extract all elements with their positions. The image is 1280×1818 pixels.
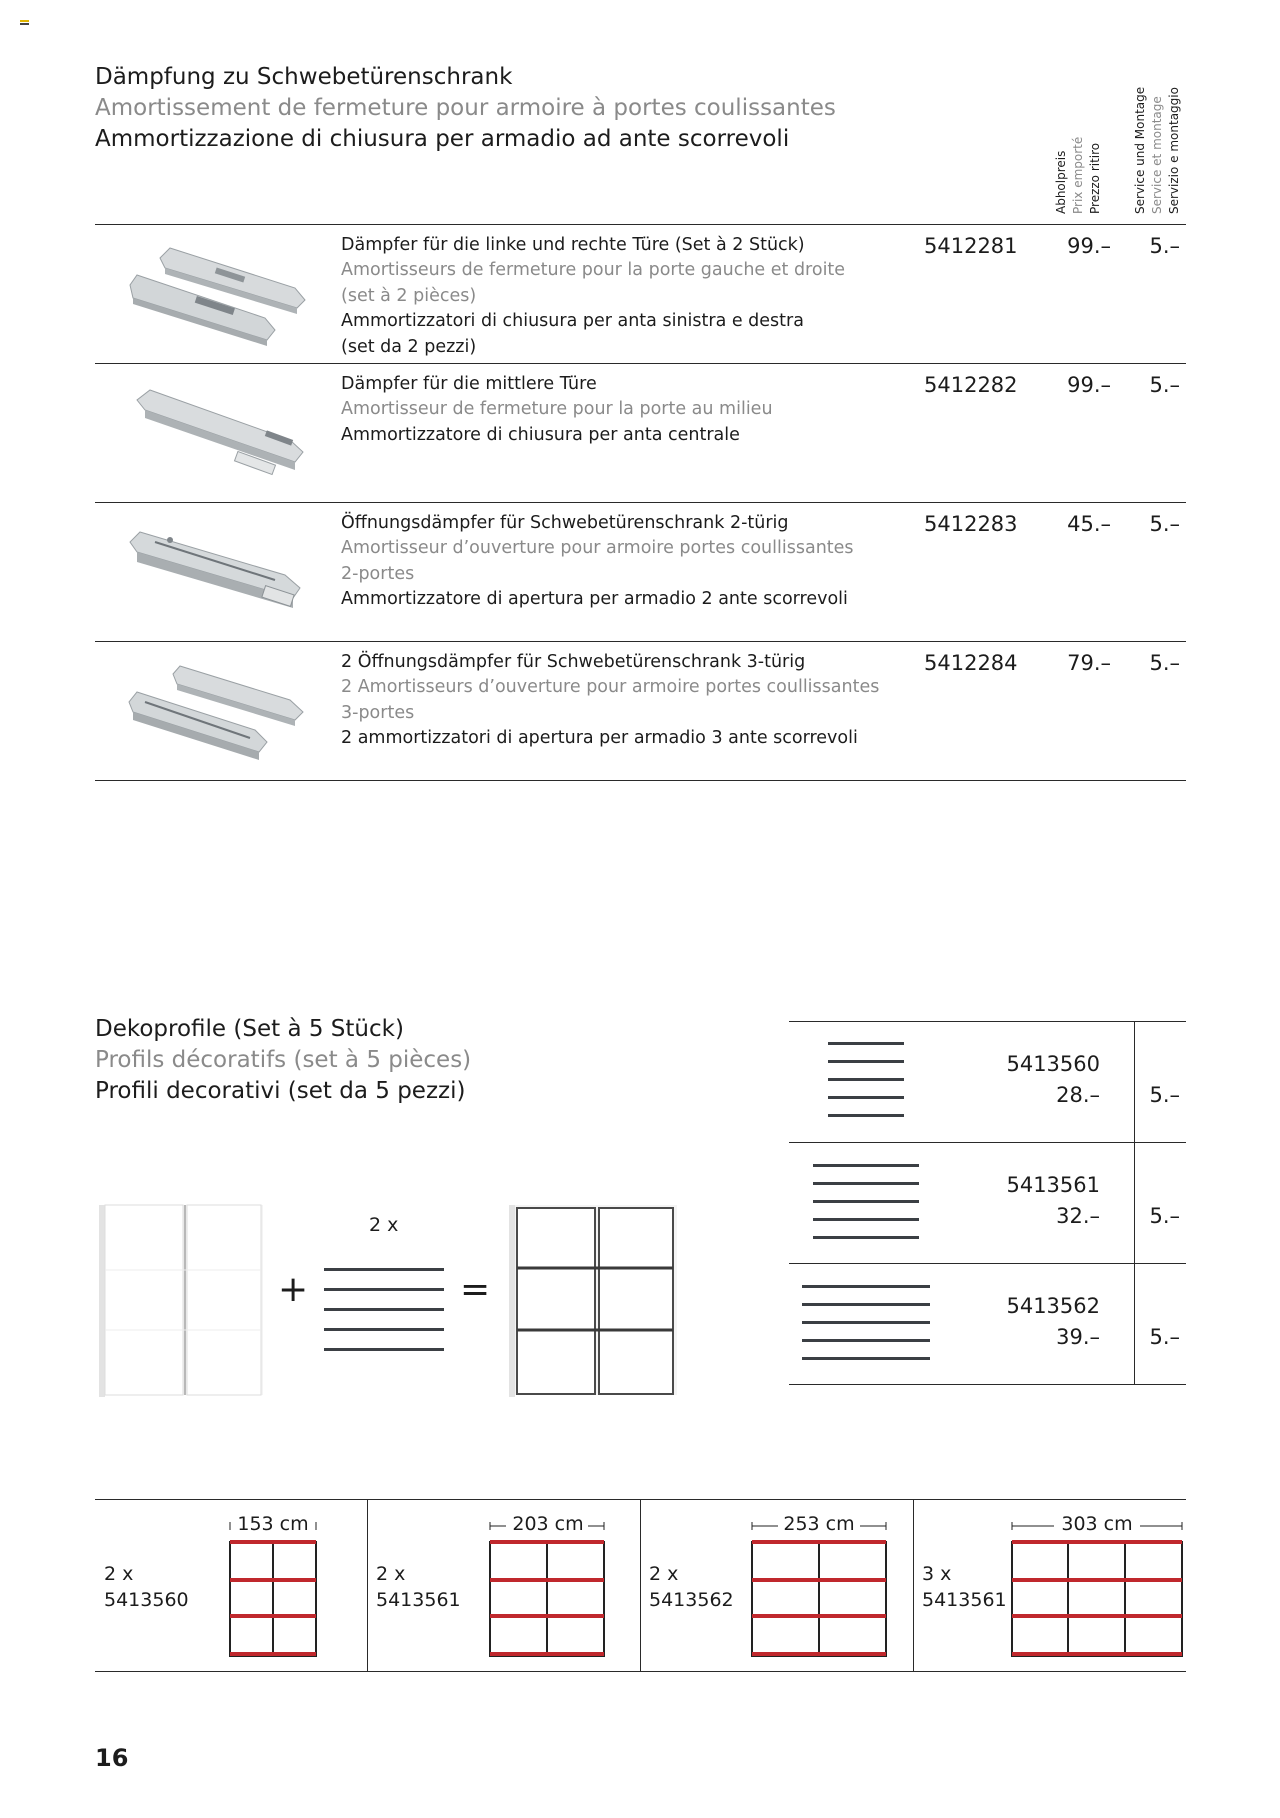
row-divider: [95, 502, 1186, 503]
width-column-divider: [367, 1499, 368, 1671]
section2-title-fr: Profils décoratifs (set à 5 pièces): [95, 1047, 472, 1073]
row4-article-number: 5412284: [924, 651, 1018, 675]
width2-article: 5413561: [376, 1589, 461, 1611]
row1-desc-de: Dämpfer für die linke und rechte Türe (Set à 2 Stück): [341, 235, 805, 255]
width4-article: 5413561: [922, 1589, 1007, 1611]
opening-damper-2door-image: [125, 520, 315, 635]
row1-article-number: 5412281: [924, 234, 1018, 258]
row2-desc-it: Ammortizzatore di chiusura per anta centrale: [341, 425, 740, 445]
row-divider: [95, 641, 1186, 642]
deco-profiles-image: [322, 1266, 447, 1362]
width4-qty: 3 x: [922, 1563, 952, 1585]
row2-desc-fr: Amortisseur de fermeture pour la porte au milieu: [341, 399, 773, 419]
width-column-divider: [640, 1499, 641, 1671]
width3-dimension: 253 cm: [778, 1511, 860, 1537]
wardrobe-decorated-image: [505, 1200, 685, 1400]
col-service-it: Servizio e montaggio: [1167, 87, 1181, 214]
section1-title-it: Ammortizzazione di chiusura per armadio ad ante scorrevoli: [95, 126, 790, 152]
table-top-rule: [95, 224, 1186, 225]
row1-desc-fr: Amortisseurs de fermeture pour la porte gauche et droite: [341, 260, 846, 280]
profile-table-top-rule: [789, 1021, 1186, 1022]
width3-qty: 2 x: [649, 1563, 679, 1585]
section1-title-fr: Amortissement de fermeture pour armoire à portes coulissantes: [95, 95, 836, 121]
width1-qty: 2 x: [104, 1563, 134, 1585]
multiplier-label: 2 x: [369, 1214, 399, 1236]
row1-desc-it: Ammortizzatori di chiusura per anta sinistra e destra: [341, 311, 804, 331]
col-price-fr: Prix emporté: [1071, 136, 1085, 214]
damper-middle-image: [125, 380, 315, 495]
profile-203-icon: [813, 1162, 921, 1242]
row4-desc-fr-2: 3-portes: [341, 703, 415, 723]
profile2-price: 32.–: [1056, 1204, 1100, 1228]
page-number: 16: [95, 1744, 129, 1772]
row3-price: 45.–: [1067, 512, 1111, 536]
col-service-de: Service und Montage: [1133, 86, 1147, 214]
row2-price: 99.–: [1067, 373, 1111, 397]
row4-service: 5.–: [1149, 651, 1180, 675]
row4-price: 79.–: [1067, 651, 1111, 675]
row4-desc-de: 2 Öffnungsdämpfer für Schwebetürenschrank 3-türig: [341, 652, 806, 672]
plus-sign: +: [278, 1269, 309, 1310]
row1-desc-fr-2: (set à 2 pièces): [341, 286, 477, 306]
row1-price: 99.–: [1067, 234, 1111, 258]
width2-qty: 2 x: [376, 1563, 406, 1585]
profile-row-divider: [789, 1142, 1186, 1143]
profile3-service: 5.–: [1149, 1325, 1180, 1349]
row1-service: 5.–: [1149, 234, 1180, 258]
row3-desc-it: Ammortizzatore di apertura per armadio 2 ante scorrevoli: [341, 589, 848, 609]
profile3-article-number: 5413562: [1006, 1294, 1100, 1318]
row2-article-number: 5412282: [924, 373, 1018, 397]
profile1-article-number: 5413560: [1006, 1052, 1100, 1076]
row-divider: [95, 363, 1186, 364]
menu-icon: [20, 20, 29, 27]
row2-desc-de: Dämpfer für die mittlere Türe: [341, 374, 597, 394]
width2-diagram: [488, 1514, 606, 1660]
profile1-service: 5.–: [1149, 1083, 1180, 1107]
col-price-de: Abholpreis: [1054, 150, 1068, 214]
profile-row-divider: [789, 1263, 1186, 1264]
width1-dimension: 153 cm: [237, 1513, 309, 1535]
wardrobe-plain-image: [95, 1200, 275, 1400]
width1-diagram: [228, 1514, 318, 1660]
section1-title-de: Dämpfung zu Schwebetürenschrank: [95, 64, 513, 90]
row3-desc-fr-2: 2-portes: [341, 564, 415, 584]
width-table-bottom-rule: [95, 1671, 1186, 1672]
profile1-price: 28.–: [1056, 1083, 1100, 1107]
width4-dimension: 303 cm: [1054, 1511, 1140, 1537]
profile2-article-number: 5413561: [1006, 1173, 1100, 1197]
width3-article: 5413562: [649, 1589, 734, 1611]
section2-title-de: Dekoprofile (Set à 5 Stück): [95, 1016, 404, 1042]
width-column-divider: [913, 1499, 914, 1671]
row1-desc-it-2: (set da 2 pezzi): [341, 337, 477, 357]
col-price-it: Prezzo ritiro: [1088, 142, 1102, 214]
row3-service: 5.–: [1149, 512, 1180, 536]
width2-dimension: 203 cm: [506, 1511, 590, 1537]
profile3-price: 39.–: [1056, 1325, 1100, 1349]
profile-table-bottom-rule: [789, 1384, 1186, 1385]
section2-title-it: Profili decorativi (set da 5 pezzi): [95, 1078, 466, 1104]
row3-desc-de: Öffnungsdämpfer für Schwebetürenschrank 2-türig: [341, 513, 789, 533]
row2-service: 5.–: [1149, 373, 1180, 397]
profile-153-icon: [828, 1040, 906, 1120]
col-service-fr: Service et montage: [1150, 96, 1164, 214]
profile2-service: 5.–: [1149, 1204, 1180, 1228]
row3-article-number: 5412283: [924, 512, 1018, 536]
row4-desc-fr: 2 Amortisseurs d’ouverture pour armoire portes coullissantes: [341, 677, 880, 697]
row3-desc-fr: Amortisseur d’ouverture pour armoire portes coullissantes: [341, 538, 854, 558]
row4-desc-it: 2 ammortizzatori di apertura per armadio 3 ante scorrevoli: [341, 728, 858, 748]
profile-253-icon: [802, 1283, 932, 1363]
equals-sign: =: [460, 1269, 491, 1310]
table-bottom-rule: [95, 780, 1186, 781]
damper-pair-image: [125, 240, 315, 355]
opening-damper-3door-image: [125, 658, 315, 773]
width1-article: 5413560: [104, 1589, 189, 1611]
